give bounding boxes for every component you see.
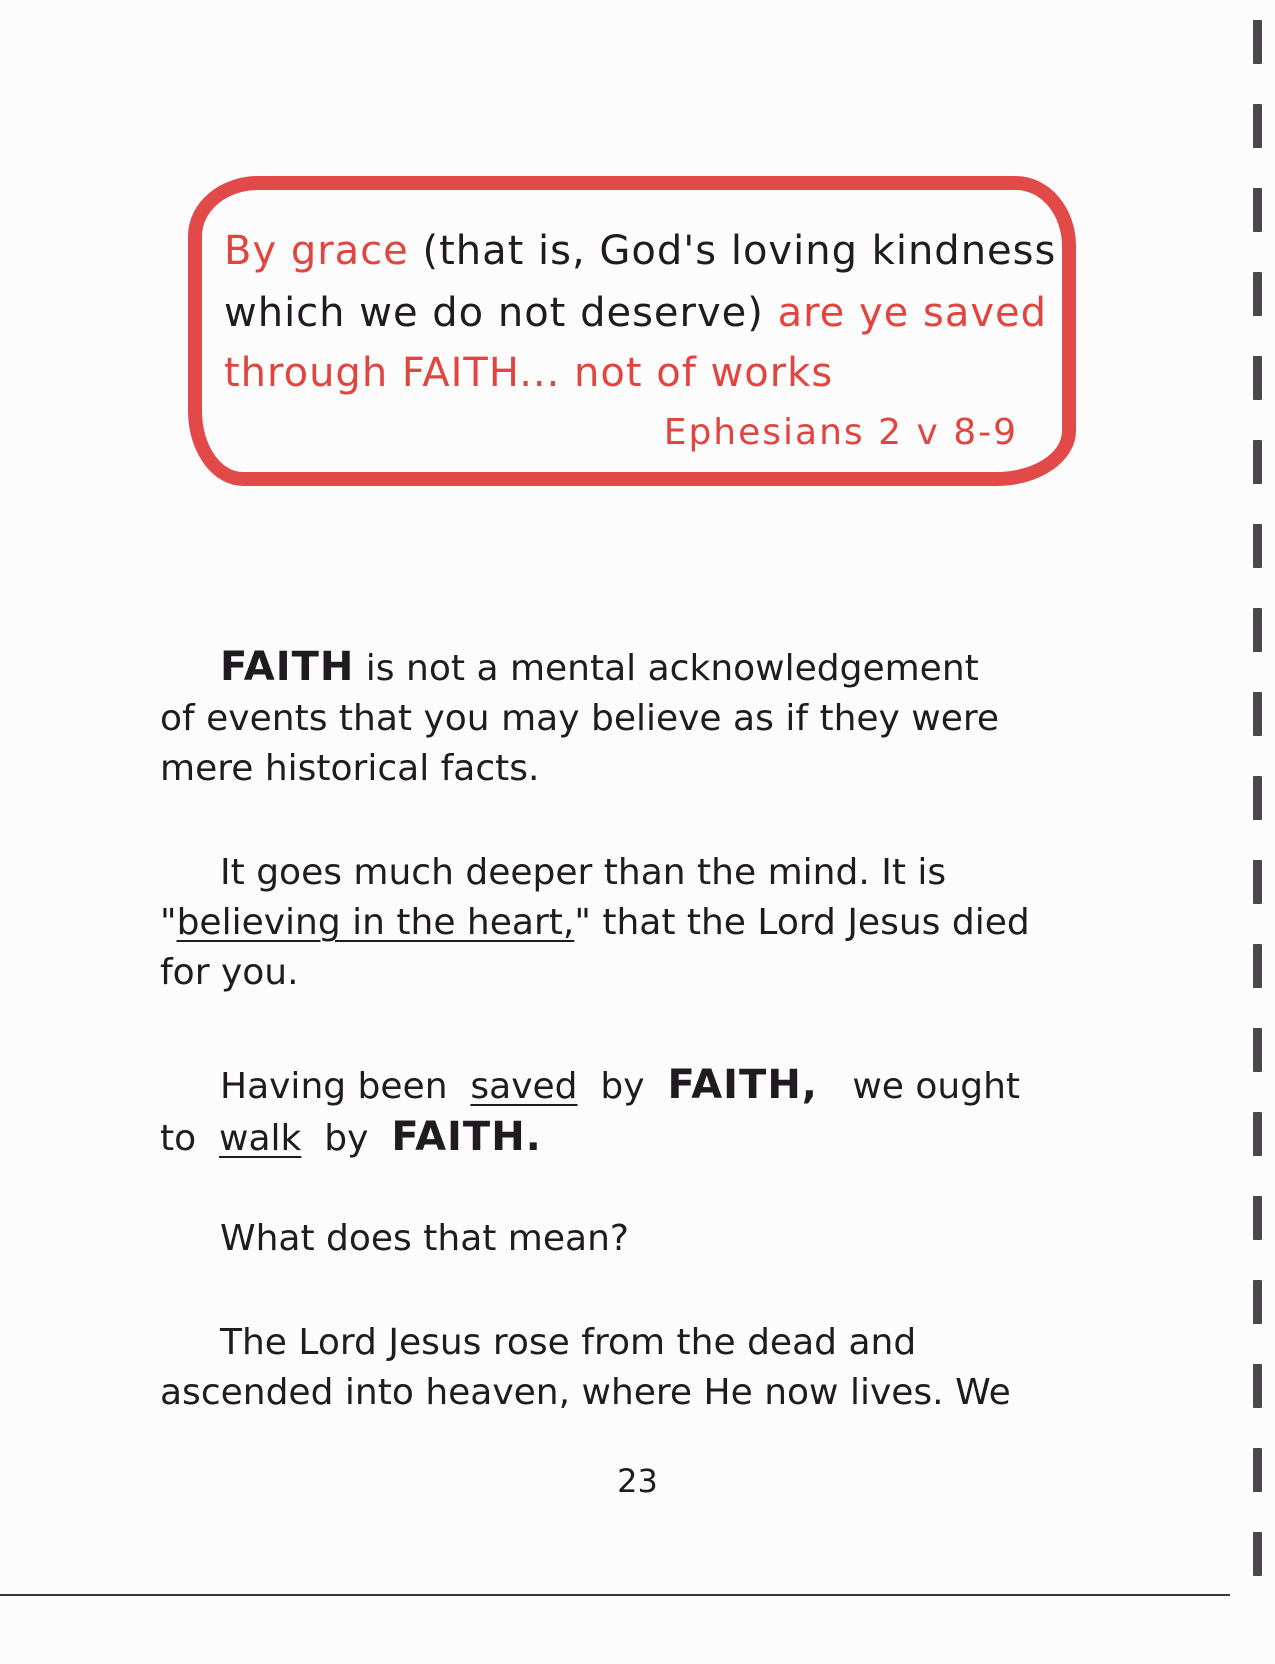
binding-mark: [1253, 524, 1262, 568]
binding-mark: [1253, 692, 1262, 736]
word: It: [220, 852, 245, 893]
faith-word: FAITH.: [391, 1114, 542, 1160]
word: the: [697, 852, 757, 893]
word: a: [476, 648, 499, 689]
word: lives.: [849, 1372, 944, 1413]
underlined-saved: saved: [470, 1066, 578, 1107]
word: goes: [256, 852, 342, 893]
verse-reference: Ephesians 2 v 8-9: [663, 412, 1018, 453]
binding-mark: [1253, 1448, 1262, 1492]
binding-mark: [1253, 944, 1262, 988]
binding-mark: [1253, 272, 1262, 316]
underlined-believing-in-the-heart: believing in the heart,: [176, 902, 575, 943]
word: events: [206, 698, 328, 739]
word: were: [911, 698, 1000, 739]
verse-line-3: through FAITH... not of works: [224, 350, 834, 396]
word: as: [733, 698, 774, 739]
binding-mark: [1253, 1280, 1262, 1324]
paragraph-2: [160, 848, 1120, 998]
word: into: [344, 1372, 414, 1413]
word: is: [365, 648, 395, 689]
verse-saved: are ye saved: [777, 290, 1047, 336]
binding-mark: [1253, 20, 1262, 64]
word: Jesus: [388, 1322, 482, 1363]
word: they: [819, 698, 900, 739]
paragraph-1: [160, 642, 1120, 794]
text: we ought: [852, 1066, 1021, 1107]
word: that: [338, 698, 413, 739]
p1-line-2: [160, 694, 1068, 744]
binding-mark: [1253, 860, 1262, 904]
p2-line-2: [160, 898, 1120, 948]
word: and: [848, 1322, 917, 1363]
word: if: [785, 698, 808, 739]
word: He: [703, 1372, 753, 1413]
binding-mark: [1253, 1364, 1262, 1408]
word: Lord: [298, 1322, 377, 1363]
word: acknowledgement: [647, 648, 979, 689]
binding-mark: [1253, 608, 1262, 652]
word: where: [581, 1372, 693, 1413]
p3-line-2: [160, 1112, 1120, 1164]
p1-line-3: mere historical facts.: [160, 748, 540, 789]
binding-mark: [1253, 104, 1262, 148]
binding-mark: [1253, 356, 1262, 400]
word: heaven,: [425, 1372, 571, 1413]
binding-mark: [1253, 1532, 1262, 1576]
text: by: [324, 1118, 369, 1159]
binding-mark: [1253, 776, 1262, 820]
text: that the Lord Jesus died: [602, 902, 1030, 943]
word: not: [406, 648, 465, 689]
word: may: [501, 698, 580, 739]
binding-mark: [1253, 440, 1262, 484]
binding-mark: [1253, 1196, 1262, 1240]
quote-mark: ": [574, 902, 591, 943]
word: from: [581, 1322, 666, 1363]
p5-line-2: [160, 1368, 1108, 1418]
text: by: [600, 1066, 645, 1107]
word: is: [917, 852, 947, 893]
word: dead: [747, 1322, 837, 1363]
p2-line-3: for you.: [160, 952, 299, 993]
p5-line-1: [160, 1318, 1068, 1368]
verse-parenthetical-start: (that is, God's loving kindness: [422, 228, 1057, 274]
spiral-binding: [1253, 20, 1263, 1620]
bottom-divider: [0, 1594, 1230, 1596]
word: much: [353, 852, 454, 893]
verse-box: [188, 176, 1076, 486]
word: mental: [509, 648, 637, 689]
page-number: 23: [617, 1462, 658, 1500]
word: rose: [492, 1322, 570, 1363]
p1-line-1: [160, 642, 1068, 694]
word: We: [955, 1372, 1011, 1413]
p2-line-1: [160, 848, 1068, 898]
faith-word: FAITH: [220, 644, 355, 690]
underlined-walk: walk: [219, 1118, 302, 1159]
word: believe: [590, 698, 722, 739]
paragraph-3: [160, 1060, 1120, 1164]
text: to: [160, 1118, 197, 1159]
word: now: [764, 1372, 839, 1413]
word: of: [160, 698, 195, 739]
faith-word: FAITH,: [667, 1062, 818, 1108]
word: The: [220, 1322, 287, 1363]
word: ascended: [160, 1372, 334, 1413]
binding-mark: [1253, 1112, 1262, 1156]
verse-parenthetical-end: which we do not deserve): [224, 290, 764, 336]
binding-mark: [1253, 188, 1262, 232]
paragraph-5: [160, 1318, 1120, 1418]
word: deeper: [465, 852, 593, 893]
word: mind.: [767, 852, 870, 893]
paragraph-4: [160, 1214, 1120, 1264]
word: than: [603, 852, 686, 893]
verse-line-2: [224, 290, 1047, 336]
p3-line-1: [160, 1060, 1120, 1112]
verse-by-grace: By grace: [224, 228, 409, 274]
word: the: [676, 1322, 736, 1363]
quote-mark: ": [160, 902, 177, 943]
binding-mark: [1253, 1028, 1262, 1072]
text: Having been: [220, 1066, 448, 1107]
word: you: [423, 698, 490, 739]
word: It: [881, 852, 906, 893]
p4-line-1: What does that mean?: [220, 1218, 630, 1259]
verse-line-1: [224, 228, 1056, 274]
